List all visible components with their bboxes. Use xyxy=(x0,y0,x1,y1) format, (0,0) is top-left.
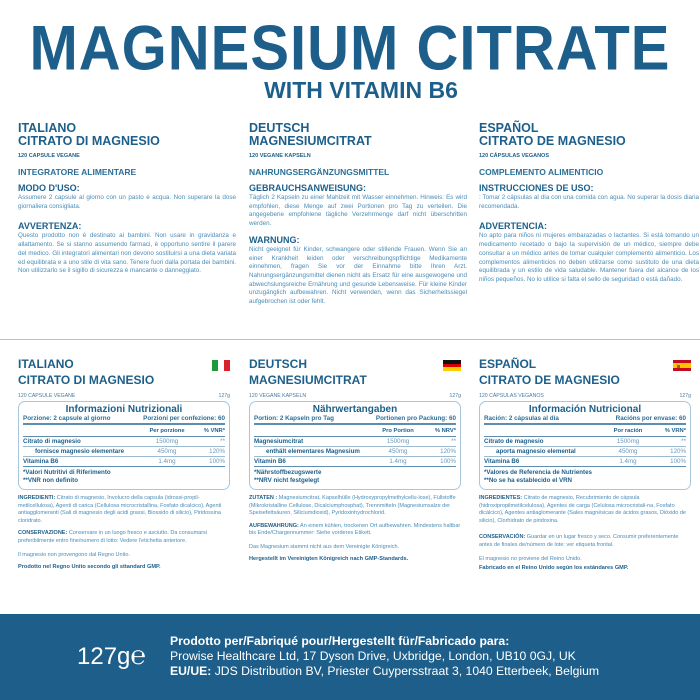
table-header-row xyxy=(23,427,225,437)
serving-size: Portion: 2 Kapseln pro Tag xyxy=(254,415,334,422)
language-heading: DEUTSCH xyxy=(249,357,308,371)
warning-heading: AVVERTENZA: xyxy=(18,221,82,232)
product-name: CITRATO DE MAGNESIO xyxy=(479,134,626,148)
gmp-statement: Hergestellt im Vereinigten Königreich nach GMP-Standards. xyxy=(249,555,409,562)
nutrition-table xyxy=(18,401,230,490)
table-row: aporta magnesio elemental 450mg 120% xyxy=(484,447,686,457)
category: INTEGRATORE ALIMENTARE xyxy=(18,167,137,177)
header xyxy=(0,13,700,103)
table-header-row xyxy=(254,427,456,437)
capsule-count: 120 VEGANE KAPSELN xyxy=(249,153,311,159)
product-name: CITRATO DI MAGNESIO xyxy=(18,134,160,148)
eu-address-line: EU/UE: JDS Distribution BV, Priester Cuypersstraat 3, 1040 Etterbeek, Belgium xyxy=(170,664,600,678)
address-block xyxy=(170,634,599,679)
footnote: **No se ha establecido el VRN xyxy=(484,477,573,484)
footnote: *Valori Nutritivi di Riferimento xyxy=(23,469,111,476)
usage-text: Assumere 2 capsule al giorno con un pasto e acqua. Non superare la dose giornaliera consigliata. xyxy=(18,194,236,210)
language-heading: ESPAÑOL xyxy=(479,357,537,371)
usage-heading: MODO D'USO: xyxy=(18,183,80,193)
uk-address: Prowise Healthcare Ltd, 17 Dyson Drive, Uxbridge, London, UB10 0GJ, UK xyxy=(170,649,576,663)
section-divider xyxy=(0,339,700,340)
net-weight: 127g xyxy=(218,393,230,399)
label-header xyxy=(479,358,691,388)
nutrition-table xyxy=(249,401,461,490)
table-row: Vitamina B6 1.4mg 100% xyxy=(23,458,225,465)
capsule-count: 120 CÁPSULAS VEGANOS xyxy=(479,393,544,399)
meta-line xyxy=(479,393,691,399)
label-spanish xyxy=(479,358,691,571)
serving-info xyxy=(484,415,686,425)
capsule-count: 120 CÁPSULAS VEGANOS xyxy=(479,153,549,159)
storage: CONSERVAZIONE: Conservare in un luogo fresco e asciutto. Da consumarsi preferibilmente entro fine/numero di lotto: Vedere l'etichetta anteriore. xyxy=(18,530,208,544)
footer-bar xyxy=(0,614,700,700)
warning-text: Questo prodotto non è destinato ai bambini. Non usare in gravidanza e allattamento. Se si stanno assumendo farmaci, è opportuno sentire il parere del medico. Gli integratori alimentari non devono sostituirsi a una dieta variata ed equilibrata e a uno stile di vita sano. Tenere fuori dalla portata dei bambini. Non utilizzarlo se il sigillo di sicurezza è mancante o danneggiato. xyxy=(18,232,236,275)
product-subtitle: WITH VITAMIN B6 xyxy=(264,77,458,103)
language-heading: DEUTSCH xyxy=(249,121,310,135)
instructions-italian xyxy=(18,122,236,276)
col-ref: % VRN* xyxy=(664,428,686,434)
footnote: *Nährstoffbezugswerte xyxy=(254,469,322,476)
usage-text: Täglich 2 Kapseln zu einer Mahlzeit mit Wasser einnehmen. Hinweis: Es wird empfohlen, diese Menge auf zwei Portionen pro Tag zu verteilen. Die angegebene empfohlene tägliche Verzehrmenge darf nicht überschritten werden. xyxy=(249,194,467,228)
capsule-count: 120 CAPSULE VEGANE xyxy=(18,393,76,399)
warning-heading: ADVERTENCIA: xyxy=(479,221,548,232)
net-weight-footer: 127g℮ xyxy=(77,640,146,670)
servings-per-pack: Portionen pro Packung: 60 xyxy=(375,415,456,422)
label-italian xyxy=(18,358,230,570)
footnote: **VNR non definito xyxy=(23,477,78,484)
instructions-german xyxy=(249,122,467,307)
language-heading: ESPAÑOL xyxy=(479,121,539,135)
ingredients: INGREDIENTI: Citrato di magnesio, Involucro della capsula (idrossi-propil-metilcellulosa), Agenti di carica (Cellulosa microcristallina, Fosfato dicalcico), Agenti antiagglomeranti (Sali di magnesio degli acidi grassi, Biossido di silicio), Piridossina cloridrato. xyxy=(18,495,222,524)
warning-text: Nicht geeignet für Kinder, schwangere oder stillende Frauen. Wenn Sie an einer Krankheit leiden oder verschreibungspflichtige Medikamente einnehmen, fragen Sie vor der Einnahme bitte Ihren Arzt. Nahrungsergänzungsmittel dienen nicht als Ersatz für eine ausgewogene und abwechslungsreiche Ernährung und gesunde Lebensweise. Für kleine Kinder unzugänglich aufbewahren. Nicht verwenden, wenn das Sicherheitssiegel aufgebrochen ist oder fehlt. xyxy=(249,245,467,306)
product-name: CITRATO DE MAGNESIO xyxy=(479,373,620,387)
table-row: Citrato di magnesio 1500mg ** xyxy=(23,438,225,445)
footnote: *Valores de Referencia de Nutrientes xyxy=(484,469,592,476)
warning-heading: WARNUNG: xyxy=(249,234,300,245)
estimated-sign-icon: ℮ xyxy=(130,640,146,670)
language-heading: ITALIANO xyxy=(18,357,74,371)
category: NAHRUNGSERGÄNZUNGSMITTEL xyxy=(249,167,390,177)
product-name: MAGNESIUMCITRAT xyxy=(249,373,367,387)
origin-note: Il magnesio non provengono dal Regno Unito. xyxy=(18,551,130,558)
net-weight: 127g xyxy=(449,393,461,399)
col-per-serving: Pro Portion xyxy=(382,428,414,434)
gmp-statement: Prodotto nel Regno Unito secondo gli sttandard GMP. xyxy=(18,563,161,570)
usage-text: : Tomar 2 cápsulas al día con una comida con agua. No superar la dosis diaria recomendada. xyxy=(479,194,699,210)
ingredients: INGREDIENTES: Citrato de magnesio, Recubrimiento de cápsula (hidroxipropilmetilcelulosa), Agentes de carga (Celulosa microcristali-na, Fosfato dicálcico), Agentes antiaglomerante (Sales magnésicas de ácidos grasos, Dióxido de silicio), Clorhidrato de piridoxina. xyxy=(479,495,686,524)
nutrition-title: Nährwertangaben xyxy=(312,404,398,415)
table-row: Magnesiumcitrat 1500mg ** xyxy=(254,438,456,445)
col-ref: % NRV* xyxy=(434,428,456,434)
product-name: CITRATO DI MAGNESIO xyxy=(18,373,155,387)
storage: CONSERVACIÓN: Guardar en un lugar fresco y seco. Consumir preferentemente antes de finales de/número de lote: ver etiqueta frontal. xyxy=(479,534,679,548)
ingredients: ZUTATEN : Magnesiumcitrat, Kapselhülle (Hydroxypropylmethylcellu-lose), Füllstoffe (Mikrokristalline Cellulose, Dicalciumphosphat), Trennmitteln (Magnesiumsalze der Speisefettsäuren, Siliciumdioxid), Pyridoxinhydrochlorid. xyxy=(249,495,456,517)
capsule-count: 120 CAPSULE VEGANE xyxy=(18,153,80,159)
italy-flag-icon xyxy=(212,360,230,371)
instructions-section xyxy=(18,121,699,332)
product-title: MAGNESIUM CITRATE xyxy=(29,13,671,84)
manufactured-for: Prodotto per/Fabriqué pour/Hergestellt für/Fabricado para: xyxy=(170,634,510,648)
table-row: Vitamin B6 1.4mg 100% xyxy=(254,458,456,465)
category: COMPLEMENTO ALIMENTICIO xyxy=(479,167,604,177)
servings-per-pack: Racións por envase: 60 xyxy=(615,415,686,422)
col-per-serving: Per porzione xyxy=(149,428,185,434)
serving-info xyxy=(23,415,225,425)
serving-info xyxy=(254,415,456,425)
table-row: fornisce magnesio elementare 450mg 120% xyxy=(23,447,225,457)
warning-text: No apto para niños ni mujeres embarazadas o lactantes. Si está tomando un medicamento recetado o bajo la supervisión de un médico, siempre debe consultar a un médico antes de tomar cualquier complemento alimenticio. Los complementos alimenticios no deben utilizarse como sustituto de una dieta equilibrada y un estilo de vida saludable. Mantener fuera del alcance de los niños pequeños. No lo utilice si falta el sello de seguridad o está dañado. xyxy=(479,232,699,283)
gmp-statement: Fabricado en el Reino Unido según los estándares GMP. xyxy=(479,564,629,571)
origin-note: Das Magnesium stammt nicht aus dem Vereinigte Königreich. xyxy=(249,543,400,550)
labels-section xyxy=(18,357,691,603)
capsule-count: 120 VEGANE KAPSELN xyxy=(249,393,307,399)
table-header-row xyxy=(484,427,686,437)
storage: AUFBEWAHRUNG: An einem kühlen, trockenen Ort aufbewahren. Mindestens haltbar bis Ende/Chargennummer: Siehe vorderes Etikett. xyxy=(249,522,461,537)
nutrition-title: Información Nutricional xyxy=(528,404,642,415)
usage-heading: INSTRUCCIONES DE USO: xyxy=(479,183,594,193)
product-name: MAGNESIUMCITRAT xyxy=(249,134,372,148)
col-ref: % VNR* xyxy=(203,428,225,434)
nutrition-title: Informazioni Nutrizionali xyxy=(65,404,183,415)
instructions-spanish xyxy=(479,122,699,285)
label-header xyxy=(249,358,461,388)
col-per-serving: Por ración xyxy=(613,428,643,434)
servings-per-pack: Porzioni per confezione: 60 xyxy=(143,415,225,422)
net-weight: 127g xyxy=(679,393,691,399)
serving-size: Ración: 2 cápsulas al día xyxy=(484,415,559,422)
usage-heading: GEBRAUCHSANWEISUNG: xyxy=(249,183,366,193)
nutrition-table xyxy=(479,401,691,490)
label-german xyxy=(249,358,461,562)
origin-note: El magnesio no proviene del Reino Unido. xyxy=(479,555,582,562)
label-header xyxy=(18,358,230,388)
table-row: Vitamina B6 1.4mg 100% xyxy=(484,458,686,465)
spain-flag-icon xyxy=(673,360,691,371)
table-row: Citrato de magnesio 1500mg ** xyxy=(484,438,686,445)
meta-line xyxy=(249,393,461,399)
table-row: enthält elementares Magnesium 450mg 120% xyxy=(254,447,456,457)
serving-size: Porzione: 2 capsule al giorno xyxy=(23,415,111,422)
footnote: **NRV nicht festgelegt xyxy=(254,477,320,484)
germany-flag-icon xyxy=(443,360,461,371)
language-heading: ITALIANO xyxy=(18,121,77,135)
meta-line xyxy=(18,393,230,399)
